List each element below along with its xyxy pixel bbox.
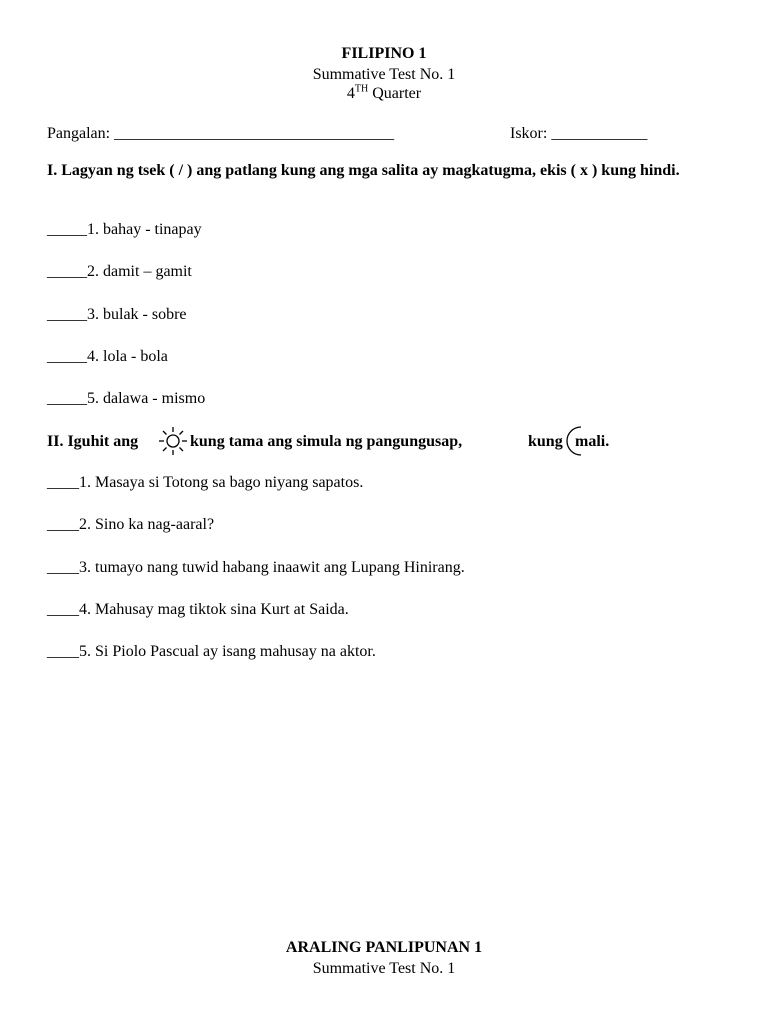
part1-item-4: _____4. lola - bola: [47, 348, 168, 365]
test-title: Summative Test No. 1: [312, 66, 456, 83]
name-field[interactable]: Pangalan: ___________________________________: [47, 125, 395, 142]
part2-item-3: ____3. tumayo nang tuwid habang inaawit ang Lupang Hinirang.: [47, 559, 465, 576]
part2-instruction-c: kung: [528, 433, 563, 450]
quarter-number: 4: [346, 85, 355, 102]
score-field[interactable]: Iskor: ____________: [510, 125, 648, 142]
part1-item-1: _____1. bahay - tinapay: [47, 221, 202, 238]
part1-item-2: _____2. damit – gamit: [47, 263, 192, 280]
next-test-title: Summative Test No. 1: [312, 960, 456, 977]
part2-instruction-b: kung tama ang simula ng pangungusap,: [190, 433, 463, 450]
part2-item-4: ____4. Mahusay mag tiktok sina Kurt at Saida.: [47, 601, 349, 618]
part1-item-5: _____5. dalawa - mismo: [47, 390, 206, 407]
part2-item-2: ____2. Sino ka nag-aaral?: [47, 516, 215, 533]
next-subject-title: ARALING PANLIPUNAN 1: [285, 939, 483, 956]
part1-item-3: _____3. bulak - sobre: [47, 306, 187, 323]
sun-icon: [158, 426, 188, 456]
quarter-superscript: TH: [354, 83, 369, 95]
subject-title: FILIPINO 1: [341, 45, 427, 62]
quarter-title: [0, 84, 768, 103]
part2-instruction-d: mali.: [575, 433, 610, 450]
part1-instruction: I. Lagyan ng tsek ( / ) ang patlang kung ang mga salita ay magkatugma, ekis ( x ) kung hindi.: [47, 162, 680, 179]
part2-item-1: ____1. Masaya si Totong sa bago niyang sapatos.: [47, 474, 364, 491]
quarter-word: Quarter: [372, 85, 422, 102]
part2-instruction-a: II. Iguhit ang: [47, 433, 139, 450]
part2-item-5: ____5. Si Piolo Pascual ay isang mahusay na aktor.: [47, 643, 376, 660]
